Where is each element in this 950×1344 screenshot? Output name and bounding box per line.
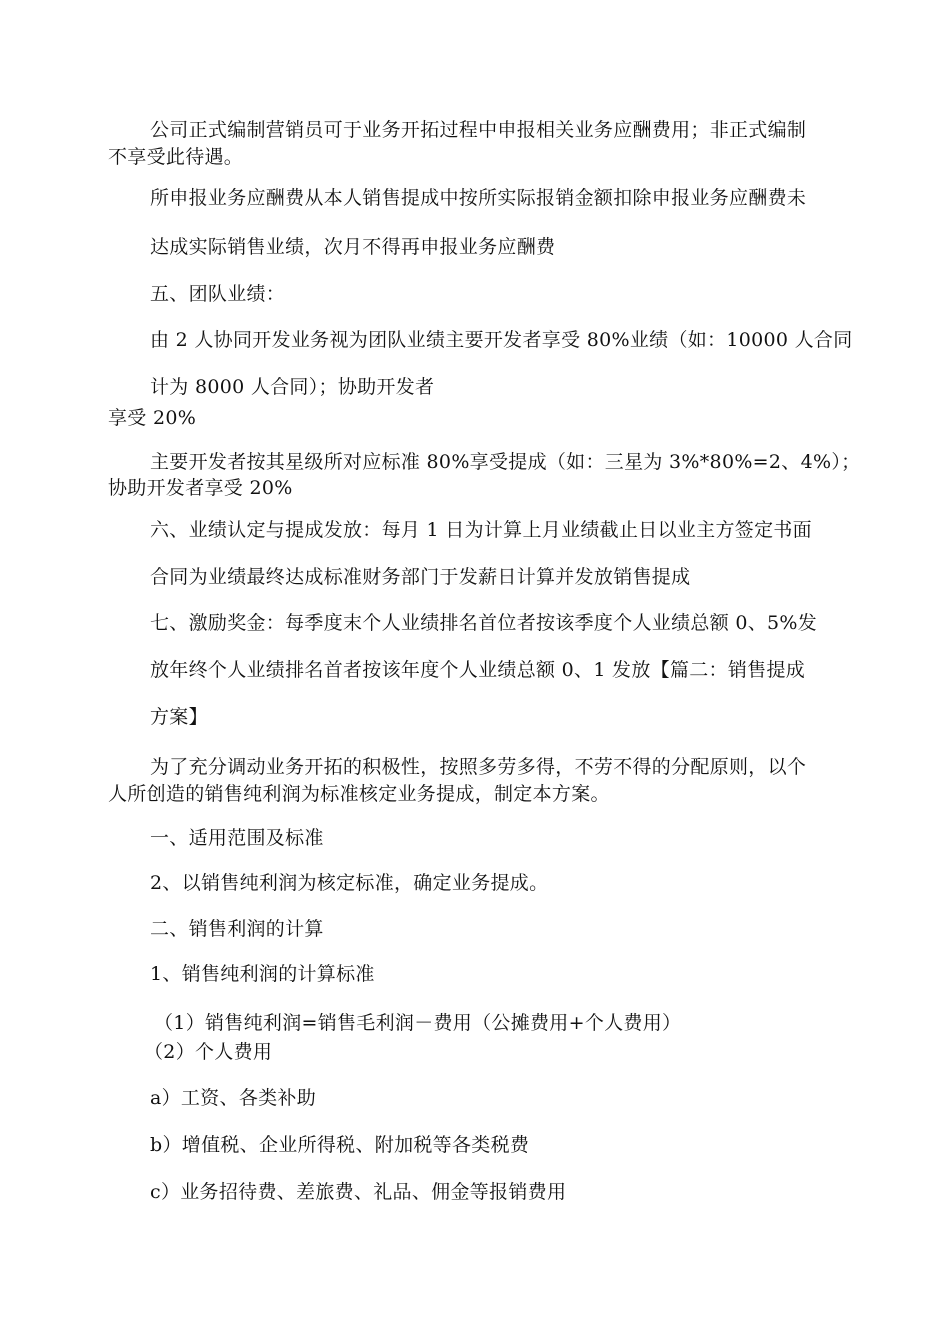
paragraph-line: 为了充分调动业务开拓的积极性，按照多劳多得，不劳不得的分配原则，以个 [150,756,807,778]
paragraph-line: 计为 8000 人合同）；协助开发者 [150,376,435,398]
list-item: a）工资、各类补助 [150,1087,317,1109]
section-heading: 二、销售利润的计算 [150,918,324,940]
paragraph-line: 达成实际销售业绩，次月不得再申报业务应酬费 [150,236,556,258]
section-heading: 六、业绩认定与提成发放：每月 1 日为计算上月业绩截止日以业主方签定书面 [150,519,812,541]
paragraph-line: 主要开发者按其星级所对应标准 80%享受提成（如：三星为 3%*80%=2、4%）； [150,451,861,473]
formula-line: （1）销售纯利润=销售毛利润－费用（公摊费用+个人费用） [154,1012,682,1034]
paragraph-line: 1、销售纯利润的计算标准 [150,963,375,985]
paragraph-line: 方案】 [150,706,208,728]
paragraph-line: 协助开发者享受 20% [108,477,293,499]
paragraph-line: 人所创造的销售纯利润为标准核定业务提成，制定本方案。 [108,783,610,805]
paragraph-line: 享受 20% [108,407,197,429]
paragraph-line: 公司正式编制营销员可于业务开拓过程中申报相关业务应酬费用；非正式编制 [150,119,807,141]
list-item: b）增值税、企业所得税、附加税等各类税费 [150,1134,530,1156]
list-item: （2）个人费用 [144,1041,273,1063]
paragraph-line: 由 2 人协同开发业务视为团队业绩主要开发者享受 80%业绩（如：10000 人合同 [150,329,853,351]
paragraph-line: 放年终个人业绩排名首者按该年度个人业绩总额 0、1 发放【篇二：销售提成 [150,659,806,681]
paragraph-line: 所申报业务应酬费从本人销售提成中按所实际报销金额扣除申报业务应酬费未 [150,187,807,209]
paragraph-line: 不享受此待遇。 [108,146,244,168]
paragraph-line: 合同为业绩最终达成标准财务部门于发薪日计算并发放销售提成 [150,566,691,588]
paragraph-line: 2、以销售纯利润为核定标准，确定业务提成。 [150,872,549,894]
section-heading: 五、团队业绩： [150,283,286,305]
section-heading: 一、适用范围及标准 [150,827,324,849]
list-item: c）业务招待费、差旅费、礼品、佣金等报销费用 [150,1181,567,1203]
section-heading: 七、激励奖金：每季度末个人业绩排名首位者按该季度个人业绩总额 0、5%发 [150,612,818,634]
